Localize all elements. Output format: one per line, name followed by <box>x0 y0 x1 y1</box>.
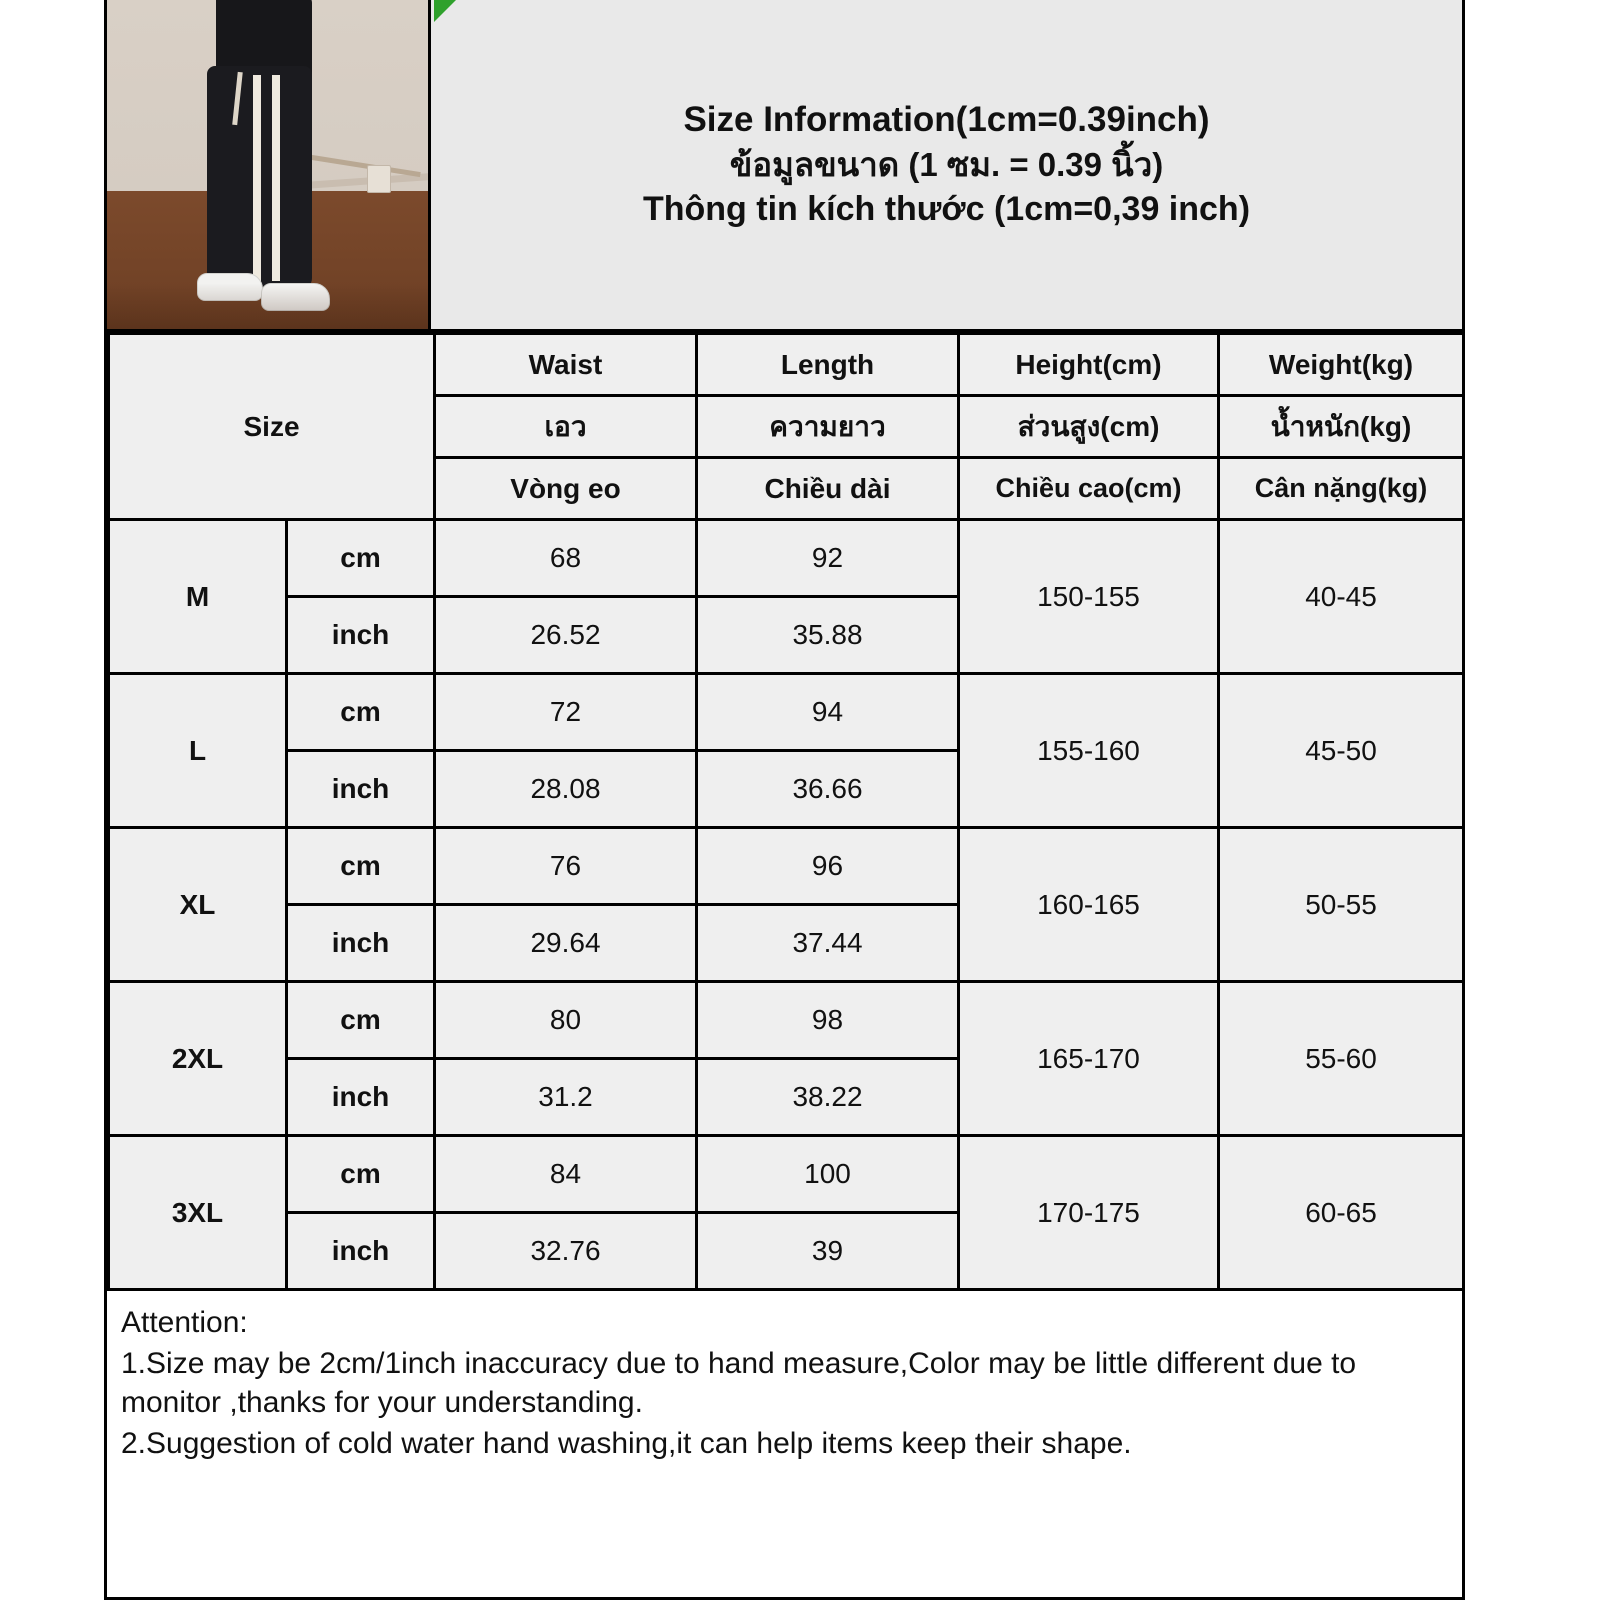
cell-weight-m: 40-45 <box>1219 520 1464 674</box>
row-size-label-m: M <box>109 520 287 674</box>
table-row <box>109 1136 1464 1213</box>
title-block <box>431 0 1462 329</box>
row-unit-inch-m: inch <box>287 597 435 674</box>
attention-heading: Attention: <box>121 1306 248 1339</box>
row-unit-cm-xl: cm <box>287 828 435 905</box>
product-photo-cell <box>107 0 431 329</box>
cell-length-cm-3xl: 100 <box>697 1136 959 1213</box>
row-unit-inch-2xl: inch <box>287 1059 435 1136</box>
cell-weight-l: 45-50 <box>1219 674 1464 828</box>
cell-length-inch-xl: 37.44 <box>697 905 959 982</box>
cell-height-l: 155-160 <box>959 674 1219 828</box>
baseboard-decor <box>293 173 428 189</box>
cell-waist-inch-xl: 29.64 <box>435 905 697 982</box>
cell-waist-inch-l: 28.08 <box>435 751 697 828</box>
col-header-waist-th: เอว <box>435 396 697 458</box>
row-unit-inch-l: inch <box>287 751 435 828</box>
row-unit-cm-m: cm <box>287 520 435 597</box>
cell-length-inch-m: 35.88 <box>697 597 959 674</box>
size-chart-sheet <box>104 0 1465 1600</box>
row-unit-inch-xl: inch <box>287 905 435 982</box>
cell-height-2xl: 165-170 <box>959 982 1219 1136</box>
cell-length-inch-l: 36.66 <box>697 751 959 828</box>
floor-shadow-decor <box>107 283 428 329</box>
row-size-label-2xl: 2XL <box>109 982 287 1136</box>
header-row <box>107 0 1462 332</box>
cell-waist-cm-xl: 76 <box>435 828 697 905</box>
title-line-thai: ข้อมูลขนาด (1 ซม. = 0.39 นิ้ว) <box>729 145 1164 183</box>
title-line-english: Size Information(1cm=0.39inch) <box>683 99 1210 139</box>
col-header-height-en: Height(cm) <box>959 334 1219 396</box>
col-header-height-th: ส่วนสูง(cm) <box>959 396 1219 458</box>
table-row <box>109 520 1464 597</box>
row-size-label-l: L <box>109 674 287 828</box>
cell-height-3xl: 170-175 <box>959 1136 1219 1290</box>
attention-note-2: 2.Suggestion of cold water hand washing,it can help items keep their shape. <box>121 1427 1132 1460</box>
col-header-waist-en: Waist <box>435 334 697 396</box>
table-row <box>109 982 1464 1059</box>
row-size-label-3xl: 3XL <box>109 1136 287 1290</box>
attention-block <box>107 1291 1462 1463</box>
title-line-vietnamese: Thông tin kích thước (1cm=0,39 inch) <box>642 190 1251 229</box>
cell-waist-inch-3xl: 32.76 <box>435 1213 697 1290</box>
wall-outlet-decor <box>367 165 391 193</box>
size-table <box>107 332 1465 1291</box>
cell-waist-cm-3xl: 84 <box>435 1136 697 1213</box>
cell-length-cm-2xl: 98 <box>697 982 959 1059</box>
cell-length-cm-xl: 96 <box>697 828 959 905</box>
row-unit-cm-3xl: cm <box>287 1136 435 1213</box>
cell-weight-xl: 50-55 <box>1219 828 1464 982</box>
table-header-row-en <box>109 334 1464 396</box>
col-header-waist-vi: Vòng eo <box>435 458 697 520</box>
col-header-length-en: Length <box>697 334 959 396</box>
model-pants <box>207 66 313 290</box>
col-header-length-th: ความยาว <box>697 396 959 458</box>
table-row <box>109 674 1464 751</box>
cell-waist-cm-l: 72 <box>435 674 697 751</box>
cell-height-xl: 160-165 <box>959 828 1219 982</box>
row-unit-inch-3xl: inch <box>287 1213 435 1290</box>
row-unit-cm-2xl: cm <box>287 982 435 1059</box>
cell-waist-cm-2xl: 80 <box>435 982 697 1059</box>
col-header-length-vi: Chiều dài <box>697 458 959 520</box>
cell-weight-3xl: 60-65 <box>1219 1136 1464 1290</box>
size-word-cell: Size <box>109 334 435 520</box>
col-header-height-vi: Chiều cao(cm) <box>959 458 1219 520</box>
cell-length-inch-3xl: 39 <box>697 1213 959 1290</box>
cell-waist-inch-2xl: 31.2 <box>435 1059 697 1136</box>
cell-weight-2xl: 55-60 <box>1219 982 1464 1136</box>
cell-height-m: 150-155 <box>959 520 1219 674</box>
cell-length-cm-m: 92 <box>697 520 959 597</box>
cell-waist-cm-m: 68 <box>435 520 697 597</box>
cell-waist-inch-m: 26.52 <box>435 597 697 674</box>
cell-length-inch-2xl: 38.22 <box>697 1059 959 1136</box>
cell-length-cm-l: 94 <box>697 674 959 751</box>
col-header-weight-th: น้ำหนัก(kg) <box>1219 396 1464 458</box>
attention-note-1: 1.Size may be 2cm/1inch inaccuracy due to hand measure,Color may be little different due to monitor ,thanks for your understanding. <box>121 1347 1357 1419</box>
row-size-label-xl: XL <box>109 828 287 982</box>
table-row <box>109 828 1464 905</box>
col-header-weight-vi: Cân nặng(kg) <box>1219 458 1464 520</box>
row-unit-cm-l: cm <box>287 674 435 751</box>
product-photo <box>107 0 428 329</box>
col-header-weight-en: Weight(kg) <box>1219 334 1464 396</box>
